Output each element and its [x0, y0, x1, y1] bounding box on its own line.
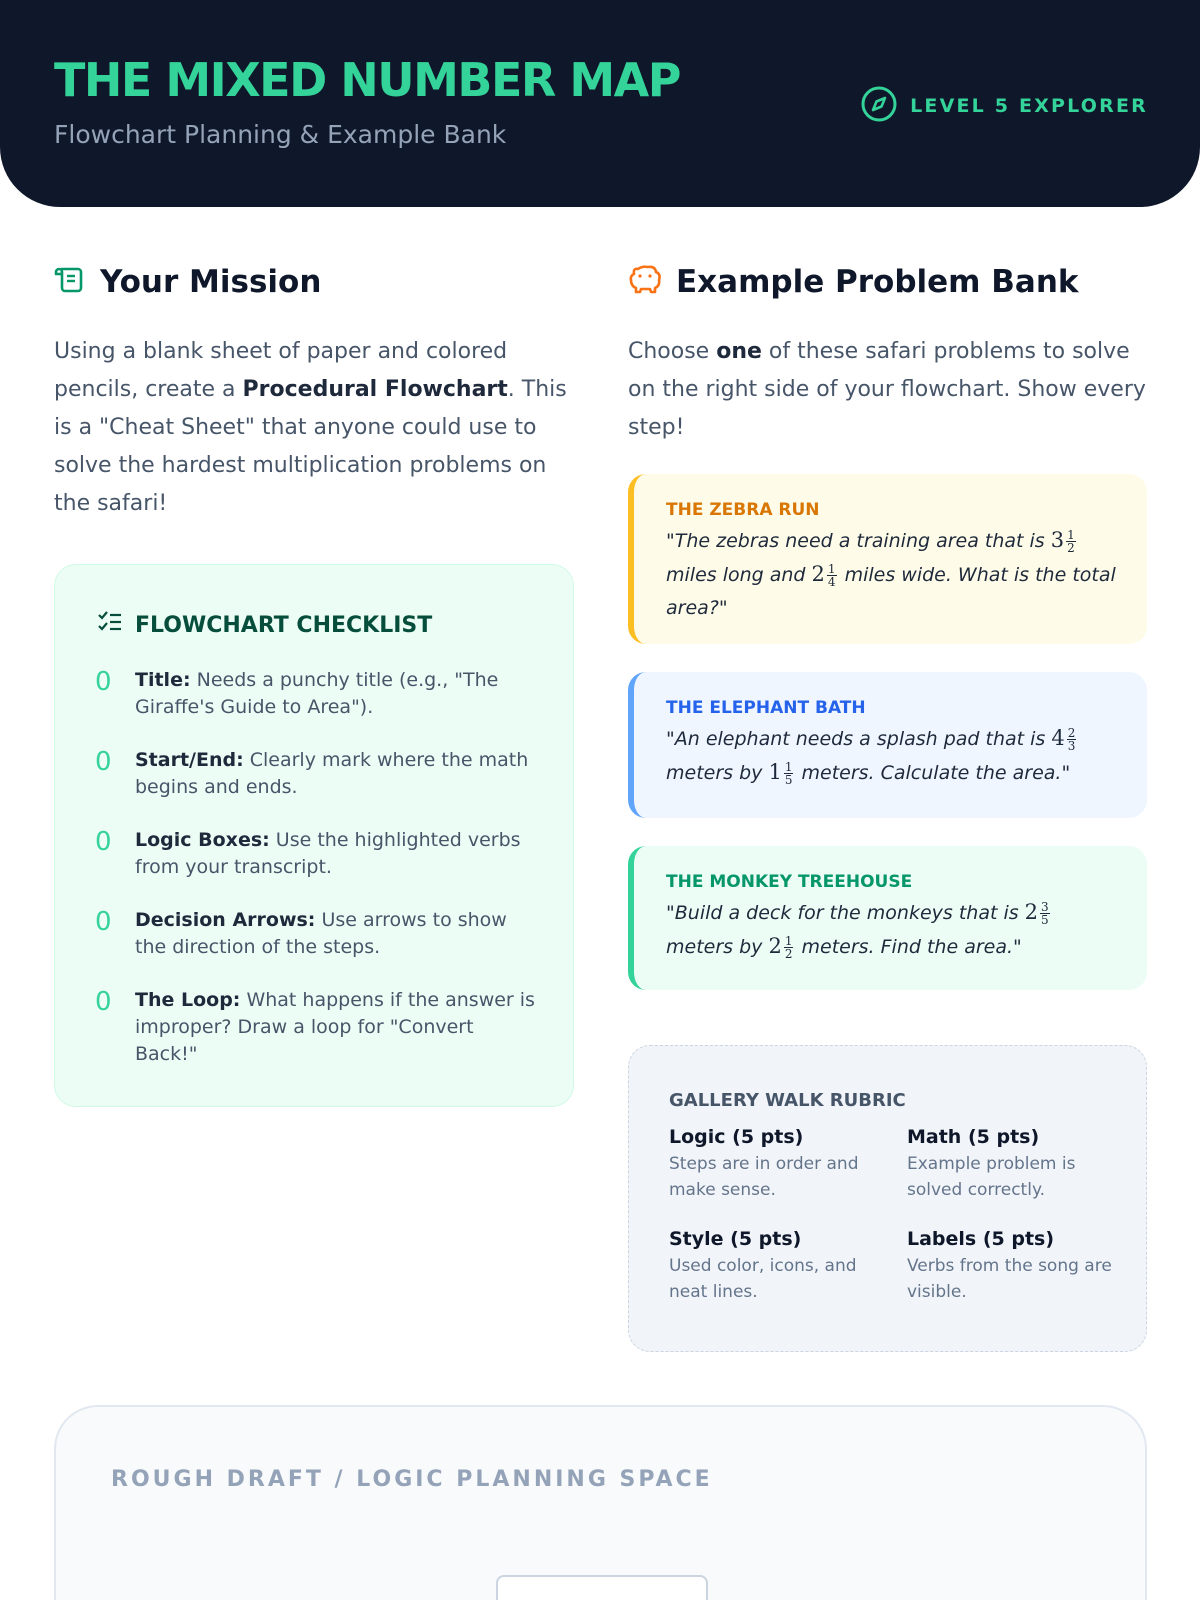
bank-intro: Choose one of these safari problems to solve on the right side of your flowchart. Show every step!	[628, 339, 1146, 440]
rough-draft-space[interactable]	[54, 1405, 1147, 1600]
list-check-icon	[97, 609, 123, 641]
level-badge	[860, 85, 1148, 127]
mission-heading	[54, 264, 321, 300]
checkbox-marker[interactable]: 0	[95, 987, 112, 1017]
page-title: THE MIXED NUMBER MAP	[54, 53, 680, 107]
checkbox-marker[interactable]: 0	[95, 907, 112, 937]
checkbox-marker[interactable]: 0	[95, 827, 112, 857]
checkbox-marker[interactable]: 0	[95, 667, 112, 697]
page-subtitle: Flowchart Planning & Example Bank	[54, 120, 507, 149]
rubric-item: Math (5 pts) Example problem is solved correctly.	[907, 1126, 1076, 1200]
compass-icon	[860, 85, 898, 127]
problem-card-zebra[interactable]	[628, 474, 1147, 644]
mission-title: Your Mission	[100, 264, 322, 300]
problem-title: THE MONKEY TREEHOUSE	[666, 872, 913, 892]
rubric-item: Style (5 pts) Used color, icons, and neat lines.	[669, 1228, 857, 1302]
mission-text: Using a blank sheet of paper and colored pencils, create a Procedural Flowchart. This is a "Cheat Sheet" that anyone could use to solve the hardest multiplication problems on the safari!	[54, 339, 567, 516]
checklist-heading	[97, 609, 432, 641]
page-header	[0, 0, 1200, 207]
bank-title: Example Problem Bank	[676, 264, 1079, 300]
checkbox-marker[interactable]: 0	[95, 747, 112, 777]
checklist-item: 0 Decision Arrows: Use arrows to show the direction of the steps.	[95, 907, 507, 958]
problem-text: "An elephant needs a splash pad that is 4 $\frac{2}{3}$ meters by 1 $\frac{1}{5}$ meters. Calculate the area."	[666, 726, 1076, 787]
checklist-item: 0 Start/End: Clearly mark where the math begins and ends.	[95, 747, 529, 798]
bank-heading	[628, 264, 1079, 300]
problem-card-elephant[interactable]	[628, 672, 1147, 818]
rubric-item: Logic (5 pts) Steps are in order and make sense.	[669, 1126, 859, 1200]
checklist-title: FLOWCHART CHECKLIST	[135, 612, 433, 638]
checklist-item: 0 Logic Boxes: Use the highlighted verbs from your transcript.	[95, 827, 521, 878]
flowchart-start-box	[496, 1575, 708, 1600]
problem-text: "Build a deck for the monkeys that is 2 $\frac{3}{5}$ meters by 2 $\frac{1}{2}$ meters. Find the area."	[666, 900, 1049, 961]
problem-card-monkey[interactable]	[628, 846, 1147, 990]
problem-text: "The zebras need a training area that is 3 $\frac{1}{2}$ miles long and 2 $\frac{1}{4}$ miles wide. What is the total area?"	[666, 528, 1116, 619]
scroll-icon	[54, 264, 86, 300]
checklist-item: 0 The Loop: What happens if the answer is improper? Draw a loop for "Convert Back!"	[95, 987, 535, 1065]
problem-title: THE ELEPHANT BATH	[666, 698, 866, 718]
hippo-icon	[628, 264, 662, 300]
checklist-item: 0 Title: Needs a punchy title (e.g., "The Giraffe's Guide to Area").	[95, 667, 499, 718]
badge-label: LEVEL 5 EXPLORER	[910, 95, 1148, 117]
flowchart-checklist	[54, 564, 574, 1107]
rubric-title: GALLERY WALK RUBRIC	[669, 1090, 906, 1111]
problem-title: THE ZEBRA RUN	[666, 500, 820, 520]
rubric-item: Labels (5 pts) Verbs from the song are visible.	[907, 1228, 1112, 1302]
draft-title: ROUGH DRAFT / LOGIC PLANNING SPACE	[111, 1467, 713, 1492]
gallery-walk-rubric	[628, 1045, 1147, 1352]
